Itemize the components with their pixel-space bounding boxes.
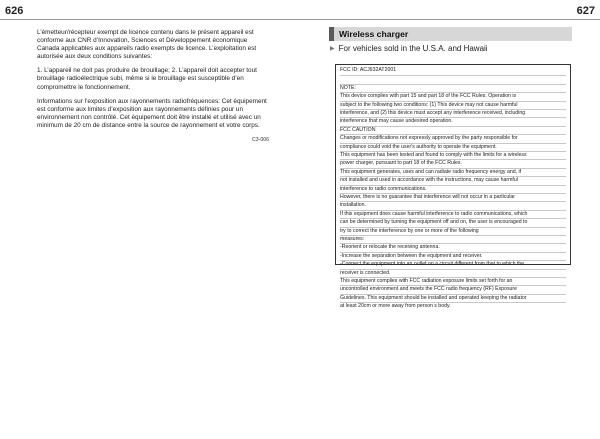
fcc-line: subject to the following two conditions: (1) This device may not cause harmful: [340, 101, 566, 110]
fcc-line: measures:: [340, 235, 566, 244]
fcc-line: uncontrolled environment and meets the FCC radio frequency (RF) Exposure: [340, 285, 566, 294]
fcc-line: However, there is no guarantee that interference will not occur in a particular: [340, 193, 566, 202]
ised-compliance-paragraph: L’émetteur/récepteur exempt de licence contenu dans le présent appareil est conforme aux CNR d’Innovation, Sciences et Développement économique Canada applicables aux appareils radio exempts de licence. L’exploitation est autorisée aux deux conditions suivantes:: [37, 29, 257, 61]
fcc-line: If this equipment does cause harmful interference to radio communications, which: [340, 210, 566, 219]
fcc-line: This equipment complies with FCC radiation exposure limits set forth for an: [340, 277, 566, 286]
region-subheading: [330, 44, 488, 54]
fcc-line: interference to radio communications.: [340, 185, 566, 194]
fcc-line: interference that may cause undesired operation.: [340, 117, 566, 126]
section-title-wireless-charger: Wireless charger: [329, 27, 572, 41]
region-subheading-text: For vehicles sold in the U.S.A. and Hawaii: [338, 44, 488, 53]
fcc-line: Changes or modifications not expressly approved by the party responsible for: [340, 134, 566, 143]
fcc-line: not installed and used in accordance with the instructions, may cause harmful: [340, 176, 566, 185]
fcc-line: can be determined by turning the equipment off and on, the user is encouraged to: [340, 218, 566, 227]
fcc-line: This equipment has been tested and found to comply with the limits for a wireless: [340, 151, 566, 160]
fcc-line: NOTE:: [340, 84, 566, 93]
section-code: C3-006: [251, 137, 269, 144]
page-number-left: 626: [5, 5, 24, 17]
interference-conditions-paragraph: 1. L’appareil ne doit pas produire de brouillage; 2. L’appareil doit accepter tout brouillage radioélectrique subi, même si le brouillage est susceptible d’en compromettre le fonctionnement.: [37, 67, 257, 91]
fcc-line: -Increase the separation between the equipment and receiver.: [340, 252, 566, 261]
fcc-line: receiver is connected.: [340, 269, 566, 278]
fcc-line: FCC ID: ACJ932AT2001: [340, 67, 397, 73]
fcc-line: at least 20cm or more away from person s body.: [340, 302, 566, 311]
fcc-line: power charger, pursuant to part 18 of the FCC Rules.: [340, 159, 566, 168]
fcc-line: FCC CAUTION: [340, 126, 566, 135]
fcc-line: try to correct the interference by one or more of the following: [340, 227, 566, 236]
page-number-right: 627: [576, 5, 595, 17]
fcc-notice-box: [335, 64, 571, 310]
fcc-line: -Connect the equipment into an outlet on a circuit different from that to which the: [340, 260, 566, 269]
header-divider: [0, 19, 600, 20]
left-column-text: [37, 29, 269, 144]
triangle-bullet-icon: ▶: [330, 46, 335, 52]
fcc-line: -Reorient or relocate the receiving antenna.: [340, 243, 566, 252]
fcc-line: compliance could void the user's authority to operate the equipment.: [340, 143, 566, 152]
fcc-line: Guidelines. This equipment should be installed and operated keeping the radiator: [340, 294, 566, 303]
fcc-line: installation.: [340, 201, 566, 210]
fcc-line: interference, and (2) this device must accept any interference received, including: [340, 109, 566, 118]
rf-exposure-paragraph: Informations sur l’exposition aux rayonnements radiofréquences: Cet équipement est conforme aux limites d’exposition aux rayonnements définies pour un environnement non contrôlé. Cet équipement doit être installé et utilisé avec un minimum de 20 cm de distance entre la source de rayonnement et votre corps.: [37, 97, 267, 129]
fcc-line: This device complies with part 15 and part 18 of the FCC Rules. Operation is: [340, 92, 566, 101]
fcc-line: This equipment generates, uses and can radiate radio frequency energy and, if: [340, 168, 566, 177]
